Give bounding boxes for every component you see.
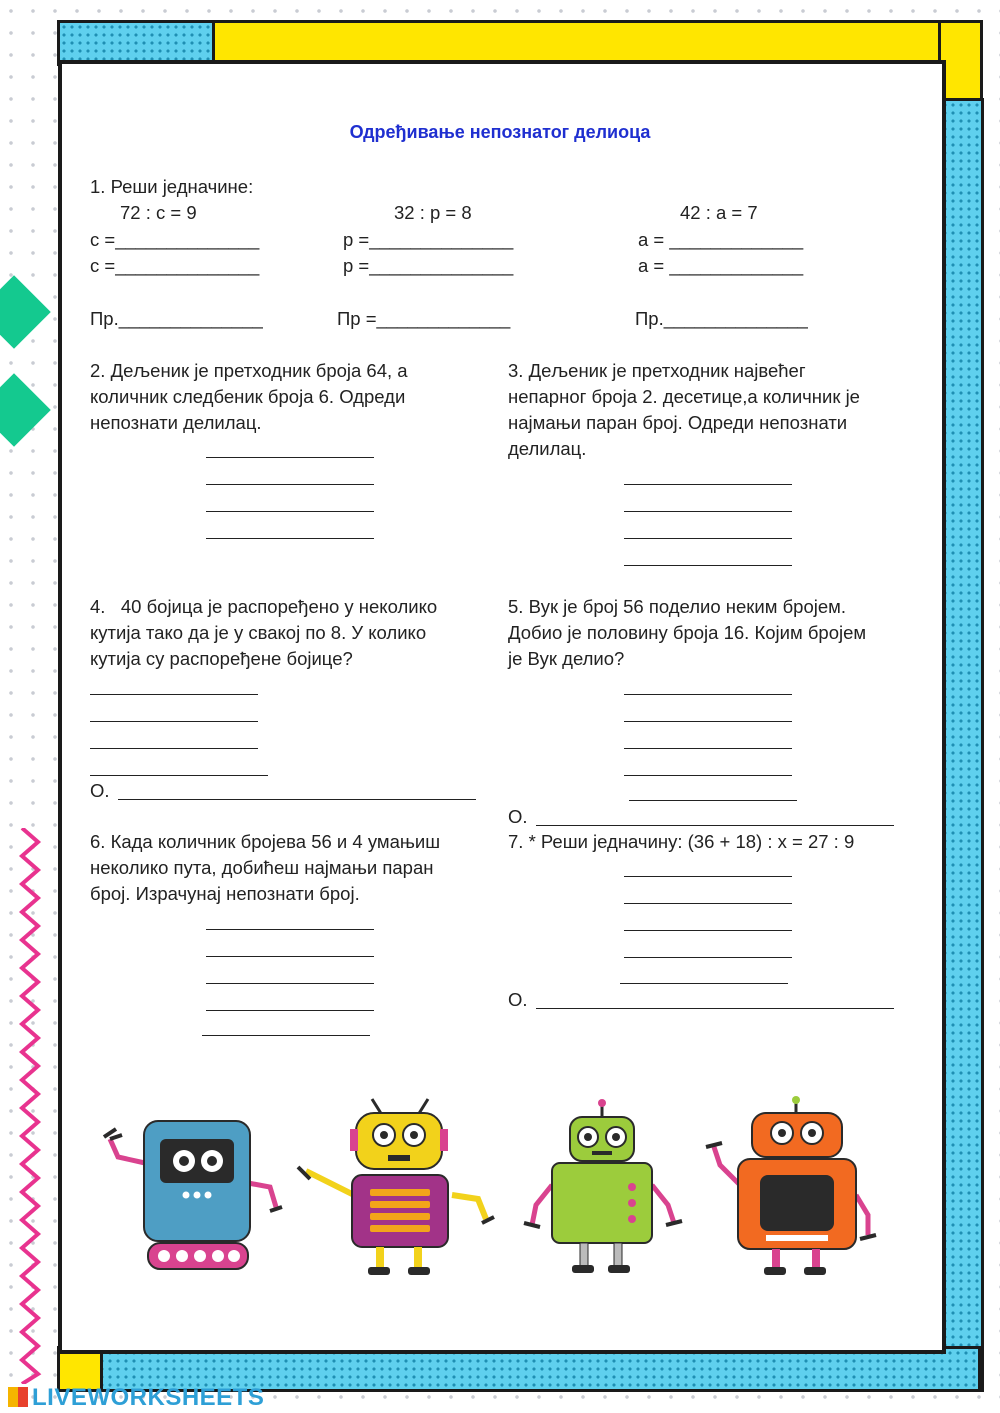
task3-line-4: делилац.	[508, 438, 587, 459]
task4-answer-line[interactable]	[90, 721, 258, 722]
task4-line-1: 4. 40 бојица је распоређено у неколико	[90, 596, 438, 617]
liveworksheets-logo-icon	[8, 1387, 28, 1407]
task7-answer-line[interactable]	[620, 983, 788, 984]
task2-line-3: непознати делилац.	[90, 412, 262, 433]
task4-answer-line[interactable]	[90, 694, 258, 695]
task2-line-2: количник следбеник броја 6. Одреди	[90, 386, 406, 407]
task1-check-3[interactable]: Пр.______________	[635, 308, 808, 329]
task3-answer-line[interactable]	[624, 511, 792, 512]
task1-prompt: 1. Реши једначине:	[90, 176, 254, 197]
task5-answer-line[interactable]	[624, 721, 792, 722]
task2-line-1: 2. Дељеник је претходник броја 64, а	[90, 360, 408, 381]
task1-check-2[interactable]: Пр =_____________	[337, 308, 511, 329]
task6-answer-line[interactable]	[202, 1035, 370, 1036]
liveworksheets-logo[interactable]	[8, 1384, 264, 1412]
yellow-robot	[298, 1099, 494, 1275]
task3-line-1: 3. Дељеник је претходник највећег	[508, 360, 806, 381]
task3-line-2: непарног броја 2. десетице,а количник је	[508, 386, 860, 407]
task1-equation-c: 72 : c = 9	[120, 202, 197, 223]
task6-answer-line[interactable]	[206, 983, 374, 984]
pink-zigzag	[14, 828, 44, 1384]
task4-line-3: кутија су распоређене бојице?	[90, 648, 353, 669]
task1-c-line-1[interactable]: c =______________	[90, 229, 260, 250]
task6-line-3: број. Израчунај непознати број.	[90, 883, 360, 904]
robots-illustration	[100, 1095, 900, 1280]
page-title: Одређивање непознатог делиоца	[349, 122, 651, 142]
task1-c-line-2[interactable]: c =______________	[90, 255, 260, 276]
task3-answer-line[interactable]	[624, 538, 792, 539]
task1-p-line-2[interactable]: p =______________	[343, 255, 514, 276]
task5-final-answer-line[interactable]	[536, 825, 894, 826]
task5-line-1: 5. Вук је број 56 поделио неким бројем.	[508, 596, 847, 617]
task1-equation-a: 42 : a = 7	[680, 202, 758, 223]
task4-answer-line[interactable]	[90, 775, 268, 776]
task1-p-line-1[interactable]: p =______________	[343, 229, 514, 250]
task2-answer-line[interactable]	[206, 511, 374, 512]
task5-answer-line[interactable]	[624, 694, 792, 695]
task7-line-1: 7. * Реши једначину: (36 + 18) : x = 27 : 9	[508, 831, 855, 852]
task5-answer-line[interactable]	[629, 800, 797, 801]
green-diamond-bottom	[0, 373, 51, 447]
task6-answer-line[interactable]	[206, 929, 374, 930]
task4-answer-label: О.	[90, 780, 110, 801]
task1-a-line-2[interactable]: a = _____________	[638, 255, 804, 276]
task7-answer-line[interactable]	[624, 930, 792, 931]
task1-check-1[interactable]: Пр.______________	[90, 308, 263, 329]
task5-line-3: је Вук делио?	[508, 648, 625, 669]
task4-final-answer-line[interactable]	[118, 799, 476, 800]
task5-answer-line[interactable]	[624, 748, 792, 749]
task7-answer-line[interactable]	[624, 876, 792, 877]
task7-answer-line[interactable]	[624, 903, 792, 904]
task2-answer-line[interactable]	[206, 457, 374, 458]
orange-robot	[706, 1096, 876, 1275]
task3-line-3: најмањи паран број. Одреди непознати	[508, 412, 848, 433]
task2-answer-line[interactable]	[206, 538, 374, 539]
liveworksheets-logo-text: LIVEWORKSHEETS	[32, 1384, 265, 1411]
task3-answer-line[interactable]	[624, 484, 792, 485]
blue-robot	[104, 1121, 282, 1269]
green-diamond-top	[0, 275, 51, 349]
task7-answer-label: О.	[508, 989, 528, 1010]
task6-answer-line[interactable]	[206, 1010, 374, 1011]
task4-line-2: кутија тако да је у свакој по 8. У колико	[90, 622, 427, 643]
task5-line-2: Добио је половину броја 16. Којим бројем	[508, 622, 867, 643]
task6-answer-line[interactable]	[206, 956, 374, 957]
task6-line-1: 6. Када количник бројева 56 и 4 умањиш	[90, 831, 441, 852]
task1-equation-p: 32 : p = 8	[394, 202, 472, 223]
green-robot	[524, 1099, 682, 1273]
task2-answer-line[interactable]	[206, 484, 374, 485]
task5-answer-line[interactable]	[624, 775, 792, 776]
task7-final-answer-line[interactable]	[536, 1008, 894, 1009]
task6-line-2: неколико пута, добићеш најмањи паран	[90, 857, 434, 878]
task7-answer-line[interactable]	[624, 957, 792, 958]
task4-answer-line[interactable]	[90, 748, 258, 749]
task1-a-line-1[interactable]: a = _____________	[638, 229, 804, 250]
task5-answer-label: О.	[508, 806, 528, 827]
task3-answer-line[interactable]	[624, 565, 792, 566]
